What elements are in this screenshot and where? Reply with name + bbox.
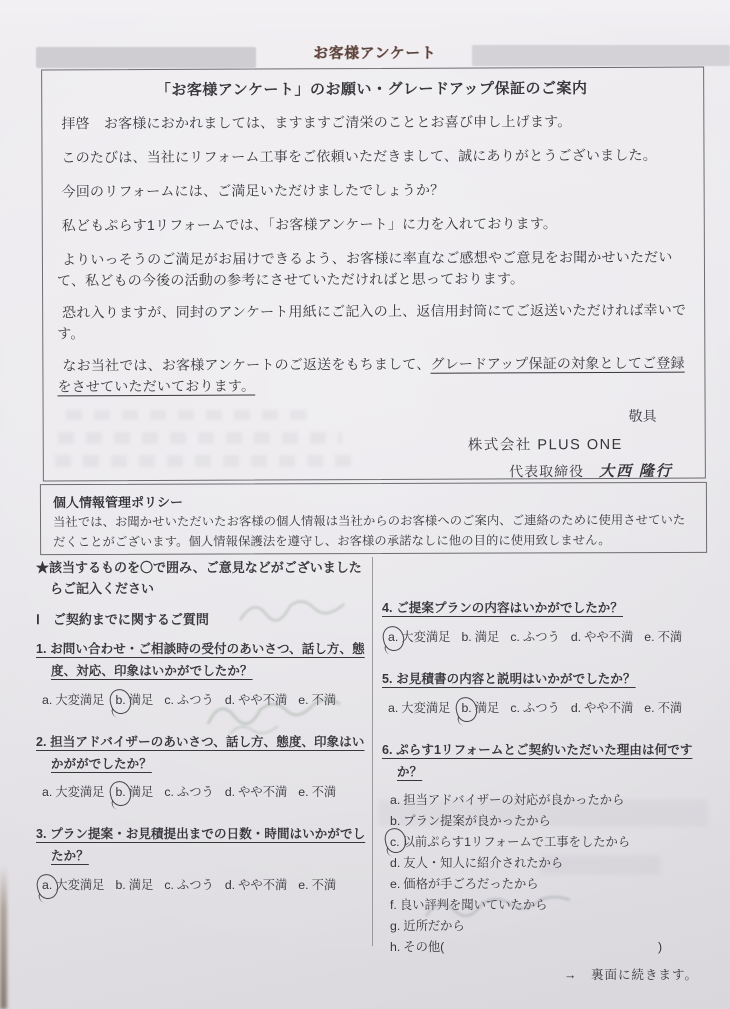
option-key: f. <box>390 897 397 912</box>
option-key: b. <box>461 629 472 644</box>
option-label: やや不満 <box>584 629 634 644</box>
option-key: e. <box>298 785 309 800</box>
option-2e <box>298 785 336 799</box>
option-label: 不満 <box>311 692 337 707</box>
option-5d <box>571 701 633 715</box>
bleedthrough-mark <box>418 886 588 932</box>
option-label: ふつう <box>176 692 214 707</box>
option-3a <box>42 878 104 892</box>
question-title: 2. 担当アドバイザーのあいさつ、話し方、態度、印象はいかががでしたか？ <box>36 734 365 771</box>
option-key: d. <box>224 878 236 893</box>
option-label: 不満 <box>657 629 683 644</box>
option-1b <box>115 693 153 707</box>
option-2c <box>164 785 213 799</box>
question-5 <box>382 669 710 716</box>
option-key: a. <box>388 700 399 715</box>
option-label: 大変満足 <box>55 878 105 893</box>
representative-name: 大西 隆行 <box>599 463 673 481</box>
circled-answer-mark: b. <box>115 692 126 707</box>
option-key: c. <box>510 700 520 715</box>
option-label: ふつう <box>176 878 214 893</box>
option-label: 不満 <box>311 878 337 893</box>
option-key: d. <box>224 785 236 800</box>
policy-body: 当社では、お聞かせいただいたお客様の個人情報は当社からのお客様へのご案内、ご連絡のために使用させていただくことがございます。個人情報保護法を遵守し、お客様の承諾なしに他の目的に使用致しません。 <box>52 512 686 549</box>
top-shadow-band-left <box>36 47 256 68</box>
option-trailing-paren: ) <box>658 939 663 954</box>
option-label: 満足 <box>128 878 154 893</box>
circled-answer-mark: b. <box>115 785 126 800</box>
option-key: d. <box>570 629 582 644</box>
policy-title: 個人情報管理ポリシー <box>52 494 183 511</box>
top-shadow-band-right <box>472 45 730 66</box>
bleedthrough-mark <box>200 688 350 738</box>
option-4c <box>510 630 559 644</box>
question-3 <box>36 824 371 893</box>
option-5e <box>644 701 682 715</box>
option-label: 満足 <box>474 629 500 644</box>
final-underlined: グレードアップ保証の対象としてご登録をさせていただいております。 <box>57 354 685 395</box>
option-key: a. <box>390 792 401 807</box>
option-2d <box>225 785 287 799</box>
option-6h <box>382 937 710 958</box>
option-3d <box>225 878 287 892</box>
option-label: その他( <box>403 939 445 954</box>
question-options <box>36 782 371 800</box>
option-1a <box>42 693 104 707</box>
option-key: a. <box>42 692 53 707</box>
option-3c <box>164 878 213 892</box>
option-label: 不満 <box>311 785 337 800</box>
option-label: 友人・知人に紹介されたから <box>403 855 564 870</box>
option-key: b. <box>390 813 401 828</box>
option-2a <box>42 785 104 799</box>
letter-closing: 敬具 <box>628 407 657 424</box>
option-key: c. <box>164 785 174 800</box>
option-key: b. <box>115 878 126 893</box>
question-title: 6. ぷらす1リフォームとご契約いただいた理由は何ですか？ <box>382 742 693 779</box>
letter-paragraph: よりいっそうのご満足がお届けできるよう、お客様に率直なご感想やご意見をお聞かせいただいて、私どもの今後の活動の参考にさせていただければと思っております。 <box>56 248 673 289</box>
questions-left <box>36 639 371 893</box>
option-label: ふつう <box>176 785 214 800</box>
option-label: ふつう <box>522 700 560 715</box>
scan-shadow <box>540 856 660 874</box>
option-key: d. <box>224 692 236 707</box>
question-title: 4. ご提案プランの内容はいかがでしたか？ <box>382 601 623 615</box>
option-label: 担当アドバイザーの対応が良かったから <box>403 792 625 807</box>
question-title: 1. お問い合わせ・ご相談時の受付のあいさつ、話し方、態度、対応、印象はいかがでしたか？ <box>36 641 365 678</box>
circled-answer-mark: c. <box>390 832 400 853</box>
letter-paragraph: 私どもぷらす1リフォームでは、「お客様アンケート」に力を入れております。 <box>61 215 558 234</box>
option-5c <box>510 701 559 715</box>
option-key: c. <box>164 692 174 707</box>
privacy-policy-box <box>40 482 707 555</box>
letter-box <box>41 67 706 482</box>
scan-shadow <box>378 800 708 826</box>
option-2b <box>115 785 153 799</box>
letter-title: 「お客様アンケート」のお願い・グレードアップ保証のご案内 <box>155 80 588 99</box>
final-plain: なお当社では、お客様アンケートのご返送をもちまして、 <box>62 355 431 374</box>
option-label: やや不満 <box>238 692 288 707</box>
question-options <box>36 875 371 893</box>
option-key: d. <box>390 855 401 870</box>
survey-instruction: ★該当するものを〇で囲み、ご意見などがございましたらご記入ください <box>36 560 362 597</box>
option-label: 大変満足 <box>55 692 105 707</box>
question-title: 3. プラン提案・お見積提出までの日数・時間はいかがでしたか？ <box>36 827 366 864</box>
option-label: やや不満 <box>238 878 288 893</box>
option-3e <box>298 878 336 892</box>
representative-title: 代表取締役 <box>509 463 585 480</box>
option-key: d. <box>570 700 582 715</box>
photo-edge <box>0 866 7 1009</box>
letter-paragraph: 拝啓 お客様におかれましては、ますますご清栄のこととお喜び申し上げます。 <box>61 113 572 132</box>
option-key: e. <box>644 629 655 644</box>
company-name: 株式会社 PLUS ONE <box>467 436 623 454</box>
question-2 <box>36 732 371 801</box>
option-label: プラン提案が良かったから <box>403 813 551 828</box>
question-4 <box>382 598 710 645</box>
option-key: a. <box>42 785 53 800</box>
option-label: 以前ぷらす1リフォームで工事をしたから <box>402 834 631 849</box>
circled-answer-mark: b. <box>461 700 472 715</box>
option-label: 良い評判を聞いていたから <box>399 897 548 912</box>
option-key: e. <box>298 878 309 893</box>
option-3b <box>115 878 153 892</box>
option-key: e. <box>390 876 401 891</box>
circled-answer-mark: a. <box>388 629 399 644</box>
option-5b <box>461 701 499 715</box>
option-label: 満足 <box>128 692 154 707</box>
option-key: e. <box>644 700 655 715</box>
option-label: 近所だから <box>403 918 465 933</box>
option-label: ふつう <box>522 629 560 644</box>
column-divider <box>372 557 373 946</box>
option-key: h. <box>390 939 401 954</box>
letter-paragraph-final <box>57 353 688 398</box>
survey-section-heading: Ⅰ ご契約までに関するご質問 <box>36 611 209 627</box>
signature-block <box>58 406 689 484</box>
option-label: やや不満 <box>238 785 288 800</box>
option-label: 大変満足 <box>55 785 105 800</box>
option-4a <box>388 630 450 644</box>
letter-paragraph: 今回のリフォームには、ご満足いただけましたでしょうか？ <box>61 181 445 200</box>
option-label: 満足 <box>474 700 500 715</box>
question-title: 5. お見積書の内容と説明はいかがでしたか？ <box>382 671 636 686</box>
representative-line <box>58 460 689 484</box>
continue-on-back-note: → 裏面に続きます。 <box>563 967 698 982</box>
page-tab-title: お客様アンケート <box>313 46 437 62</box>
option-4d <box>571 630 633 644</box>
option-key: c. <box>164 878 174 893</box>
option-label: やや不満 <box>584 700 634 715</box>
option-key: c. <box>510 629 520 644</box>
letter-paragraph: このたびは、当社にリフォーム工事をご依頼いただきまして、誠にありがとうございました。 <box>61 146 657 166</box>
option-label: 大変満足 <box>401 700 451 715</box>
circled-answer-mark: a. <box>42 878 53 893</box>
question-options <box>382 627 710 645</box>
option-6c <box>382 832 710 853</box>
option-key: g. <box>390 918 401 933</box>
option-4b <box>461 630 499 644</box>
option-label: 価格が手ごろだったから <box>403 876 539 891</box>
option-label: 満足 <box>128 785 154 800</box>
option-label: 不満 <box>657 700 683 715</box>
option-key: e. <box>298 692 309 707</box>
question-options <box>382 698 710 716</box>
option-4e <box>644 630 682 644</box>
letter-paragraph: 恐れ入りますが、同封のアンケート用紙にご記入の上、返信用封筒にてご返送いただければ幸いです。 <box>57 301 687 342</box>
option-label: 大変満足 <box>401 629 451 644</box>
bleedthrough-mark <box>232 588 352 634</box>
option-5a <box>388 701 450 715</box>
